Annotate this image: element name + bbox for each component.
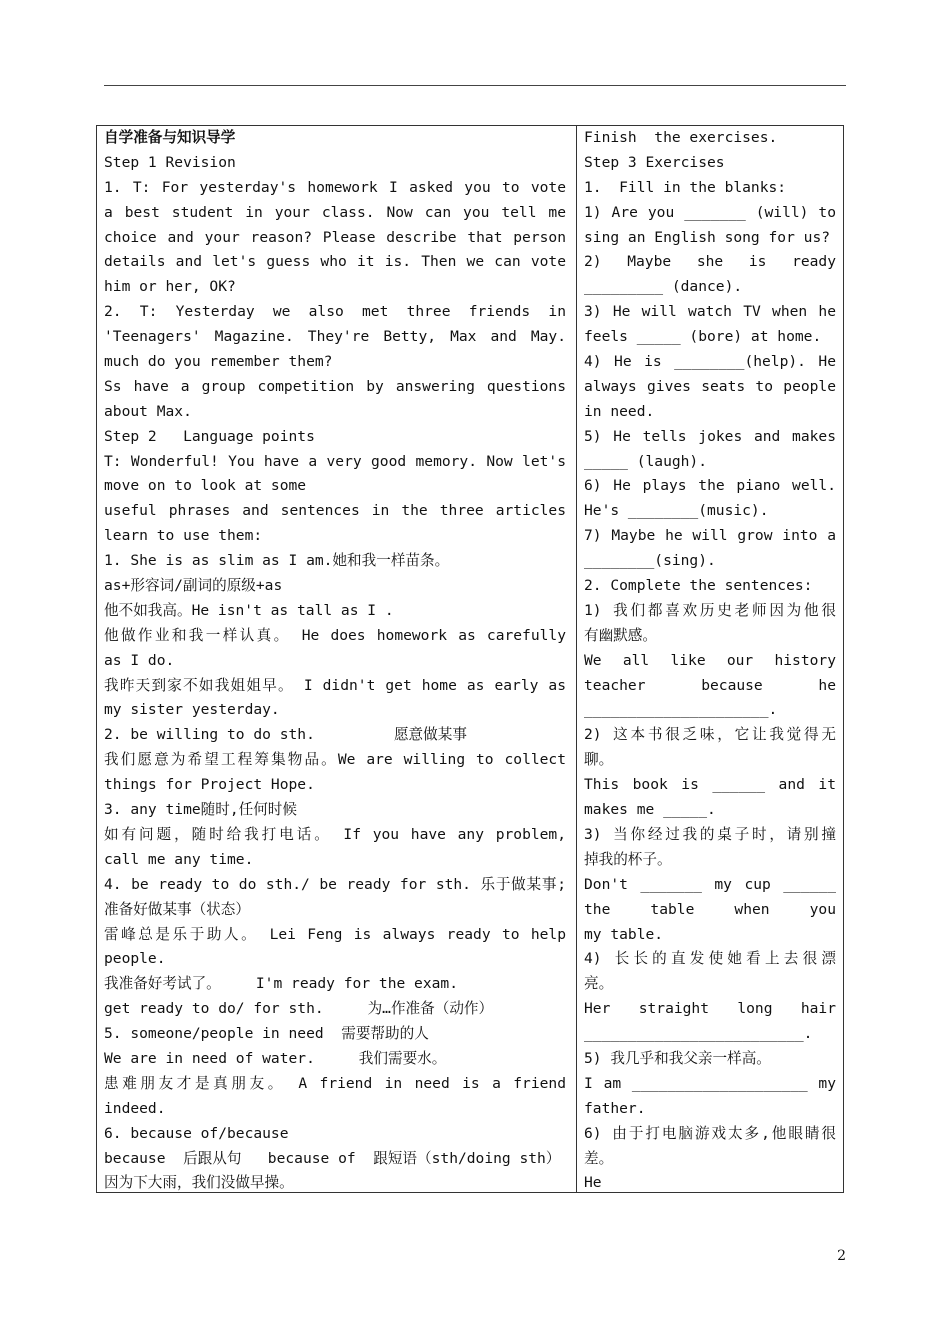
right-column-line: Finish the exercises. <box>584 129 778 146</box>
left-column-line: learn to use them: <box>104 527 263 545</box>
right-column-line: 1) 我们都喜欢历史老师因为他很 <box>584 601 836 619</box>
left-column-line: We are in need of water. 我们需要水。 <box>104 1049 447 1067</box>
left-column-line: much do you remember them? <box>104 353 333 371</box>
left-column-line: as+形容词/副词的原级+as <box>104 577 283 595</box>
right-column-line: ________(sing). <box>584 552 716 570</box>
left-column-line: T: Wonderful! You have a very good memory. Now let's <box>104 452 566 470</box>
left-column-line: 我们愿意为希望工程筹集物品。We are willing to collect <box>104 751 566 769</box>
right-column-line: 差。 <box>584 1149 614 1167</box>
left-column-line: about Max. <box>104 402 192 420</box>
right-column-line: 3) He will watch TV when he <box>584 303 836 321</box>
right-column-line: teacher because he <box>584 676 836 694</box>
right-column-line: in need. <box>584 402 655 420</box>
right-column-line: makes me _____. <box>584 801 716 819</box>
left-column-line: 5. someone/people in need 需要帮助的人 <box>104 1025 429 1043</box>
right-column-line: _________ (dance). <box>584 278 743 296</box>
left-column-line: 如有问题，随时给我打电话。 If you have any problem, <box>104 825 566 843</box>
right-column-line: 3) 当你经过我的桌子时，请别撞 <box>584 825 836 843</box>
left-column-line: my sister yesterday. <box>104 701 280 719</box>
right-column-line: Her straight long hair <box>584 1000 836 1018</box>
right-column-line: 6) 由于打电脑游戏太多,他眼睛很 <box>584 1124 836 1142</box>
left-column-line: 他不如我高。He isn't as tall as I . <box>104 601 394 619</box>
right-column-line: 1. Fill in the blanks: <box>584 178 787 196</box>
right-column-line: 5) He tells jokes and makes <box>584 427 836 445</box>
right-column-line: the table when you <box>584 900 836 918</box>
left-column-line: get ready to do/ for sth. 为…作准备（动作） <box>104 1000 494 1018</box>
right-column-line: 掉我的杯子。 <box>584 850 672 868</box>
left-column-line: because 后跟从句 because of 跟短语（sth/doing sth） <box>104 1149 561 1167</box>
right-column-line: my table. <box>584 925 664 943</box>
left-column-line: 3. any time随时,任何时候 <box>104 801 297 819</box>
right-column-line: 4) He is ________(help). He <box>584 353 836 371</box>
left-column-line: 雷峰总是乐于助人。 Lei Feng is always ready to help <box>104 925 566 943</box>
left-column-line: call me any time. <box>104 850 254 868</box>
left-column-line: useful phrases and sentences in the three articles <box>104 502 566 520</box>
left-column-line: move on to look at some <box>104 477 307 495</box>
right-column-line: 7) Maybe he will grow into a <box>584 527 836 545</box>
right-column-line: He <box>584 1174 602 1192</box>
left-column-line: 4. be ready to do sth./ be ready for sth. 乐于做某事; <box>104 875 566 893</box>
page-number: 2 <box>837 1248 846 1264</box>
left-column-line: indeed. <box>104 1099 166 1117</box>
left-column-line: as I do. <box>104 651 175 669</box>
right-column-line: 1) Are you _______ (will) to <box>584 203 836 221</box>
right-column-line: father. <box>584 1099 646 1117</box>
left-column-line: details and let's guess who it is. Then we can vote <box>104 253 566 271</box>
header-rule <box>104 85 846 86</box>
left-column-line: 他做作业和我一样认真。 He does homework as carefully <box>104 626 566 644</box>
left-column-line: 'Teenagers' Magazine. They're Betty, Max and May. <box>104 328 566 346</box>
right-column-line: We all like our history <box>584 651 836 669</box>
right-column-line: 聊。 <box>584 751 614 769</box>
left-column-line: 1. T: For yesterday's homework I asked you to vote <box>104 178 566 196</box>
left-column-guided-study <box>104 126 566 1196</box>
right-column-exercises <box>584 126 836 1196</box>
left-column-line: 准备好做某事（状态） <box>104 900 250 918</box>
right-column-line: 2) 这本书很乏味，它让我觉得无 <box>584 726 836 744</box>
right-column-line: He's ________(music). <box>584 502 769 520</box>
right-column-line: 6) He plays the piano well. <box>584 477 836 495</box>
left-column-line: 2. be willing to do sth. 愿意做某事 <box>104 726 467 744</box>
right-column-line: _________________________. <box>584 1025 813 1043</box>
left-column-line: 1. She is as slim as I am.她和我一样苗条。 <box>104 552 450 570</box>
right-column-line: This book is ______ and it <box>584 776 836 794</box>
right-column-line: 亮。 <box>584 975 614 993</box>
left-column-line: things for Project Hope. <box>104 776 315 794</box>
left-column-line: a best student in your class. Now can you tell me <box>104 203 566 221</box>
left-column-line: 自学准备与知识导学 <box>104 129 236 146</box>
right-column-line: feels _____ (bore) at home. <box>584 328 822 346</box>
column-divider <box>576 125 577 1193</box>
right-column-line: 2) Maybe she is ready <box>584 253 836 271</box>
right-column-line: 5) 我几乎和我父亲一样高。 <box>584 1049 771 1067</box>
right-column-line: always gives seats to people <box>584 377 836 395</box>
left-column-line: 6. because of/because <box>104 1124 289 1142</box>
left-column-line: 我昨天到家不如我姐姐早。 I didn't get home as early as <box>104 676 566 694</box>
left-column-line: 2. T: Yesterday we also met three friends in <box>104 303 566 321</box>
right-column-line: sing an English song for us? <box>584 228 831 246</box>
left-column-line: choice and your reason? Please describe that person <box>104 228 566 246</box>
right-column-line: 有幽默感。 <box>584 626 657 644</box>
right-column-line: Don't _______ my cup ______ <box>584 875 836 893</box>
left-column-line: people. <box>104 950 166 968</box>
right-column-line: Step 3 Exercises <box>584 153 725 171</box>
left-column-line: Step 1 Revision <box>104 153 236 171</box>
right-column-line: 2. Complete the sentences: <box>584 577 813 595</box>
left-column-line: 患难朋友才是真朋友。 A friend in need is a friend <box>104 1074 566 1092</box>
right-column-line: I am ____________________ my <box>584 1074 836 1092</box>
right-column-line: 4) 长长的直发使她看上去很漂 <box>584 950 836 968</box>
left-column-line: 因为下大雨，我们没做早操。 <box>104 1174 294 1192</box>
left-column-line: 我准备好考试了。 I'm ready for the exam. <box>104 975 458 993</box>
right-column-line: _____ (laugh). <box>584 452 708 470</box>
left-column-line: Ss have a group competition by answering questions <box>104 377 566 395</box>
right-column-line: _____________________. <box>584 701 778 719</box>
left-column-line: him or her, OK? <box>104 278 236 296</box>
left-column-line: Step 2 Language points <box>104 427 315 445</box>
